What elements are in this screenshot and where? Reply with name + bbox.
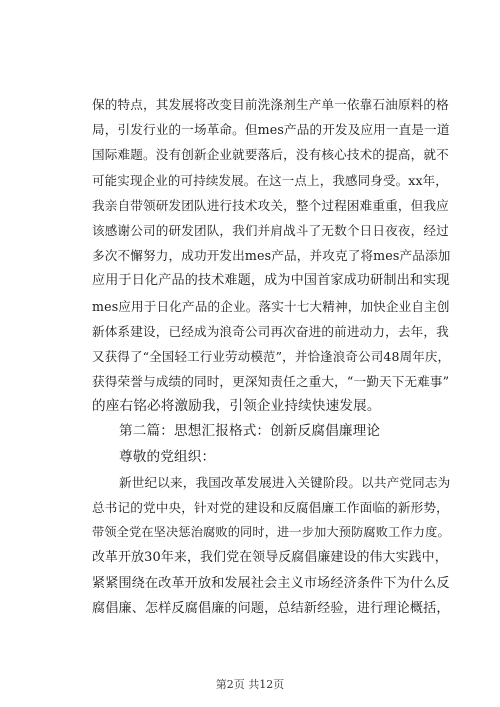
text-line: 紧紧围绕在改革开放和发展社会主义市场经济条件下为什么反 <box>92 575 450 591</box>
text-line: 我亲自带领研发团队进行技术攻关，整个过程困难重重，但我应 <box>92 197 449 213</box>
text-line: 又获得了“全国轻工行业劳动模范”，并恰逢浪奇公司48周年庆， <box>92 348 451 364</box>
document-body <box>92 92 450 621</box>
text-line: 国际难题。没有创新企业就要落后，没有核心技术的提高，就不 <box>92 147 449 163</box>
text-line: 总书记的党中央，针对党的建设和反腐倡廉工作面临的新形势， <box>92 500 449 515</box>
text-line: 的座右铭必将激励我，引领企业持续快速发展。 <box>92 398 381 415</box>
text-line: 应用于日化产品的技术难题，成为中国首家成功研制出和实现 <box>92 273 450 289</box>
text-line: 保的特点，其发展将改变目前洗涤剂生产单一依靠石油原料的格 <box>92 97 449 112</box>
page-number-footer: 第2页 共12页 <box>215 678 285 691</box>
text-line: 改革开放30年来，我们党在领导反腐倡廉建设的伟大实践中， <box>92 550 448 566</box>
text-line: 多次不懈努力，成功开发出mes产品，并攻克了将mes产品添加 <box>92 248 451 264</box>
text-line: 新世纪以来，我国改革发展进入关键阶段。以共产党同志为 <box>119 474 451 490</box>
section-heading: 第二篇：思想汇报格式：创新反腐倡廉理论 <box>119 423 381 440</box>
text-line: 获得荣誉与成绩的同时，更深知责任之重大，“一勤天下无难事” <box>92 374 450 390</box>
text-line: 该感谢公司的研发团队，我们并肩战斗了无数个日日夜夜，经过 <box>92 222 449 238</box>
text-line: 新体系建设，已经成为浪奇公司再次奋进的前进动力，去年，我 <box>92 323 449 339</box>
text-line: 腐倡廉、怎样反腐倡廉的问题，总结新经验，进行理论概括， <box>92 600 450 616</box>
text-line: 局，引发行业的一场革命。但mes产品的开发及应用一直是一道 <box>92 122 450 138</box>
text-line: 带领全党在坚决惩治腐败的同时，进一步加大预防腐败工作力度。 <box>92 525 450 540</box>
text-line: mes应用于日化产品的企业。落实十七大精神，加快企业自主创 <box>92 298 450 314</box>
text-line: 可能实现企业的可持续发展。在这一点上，我感同身受。xx年， <box>92 172 448 188</box>
salutation: 尊敬的党组织： <box>119 448 216 465</box>
